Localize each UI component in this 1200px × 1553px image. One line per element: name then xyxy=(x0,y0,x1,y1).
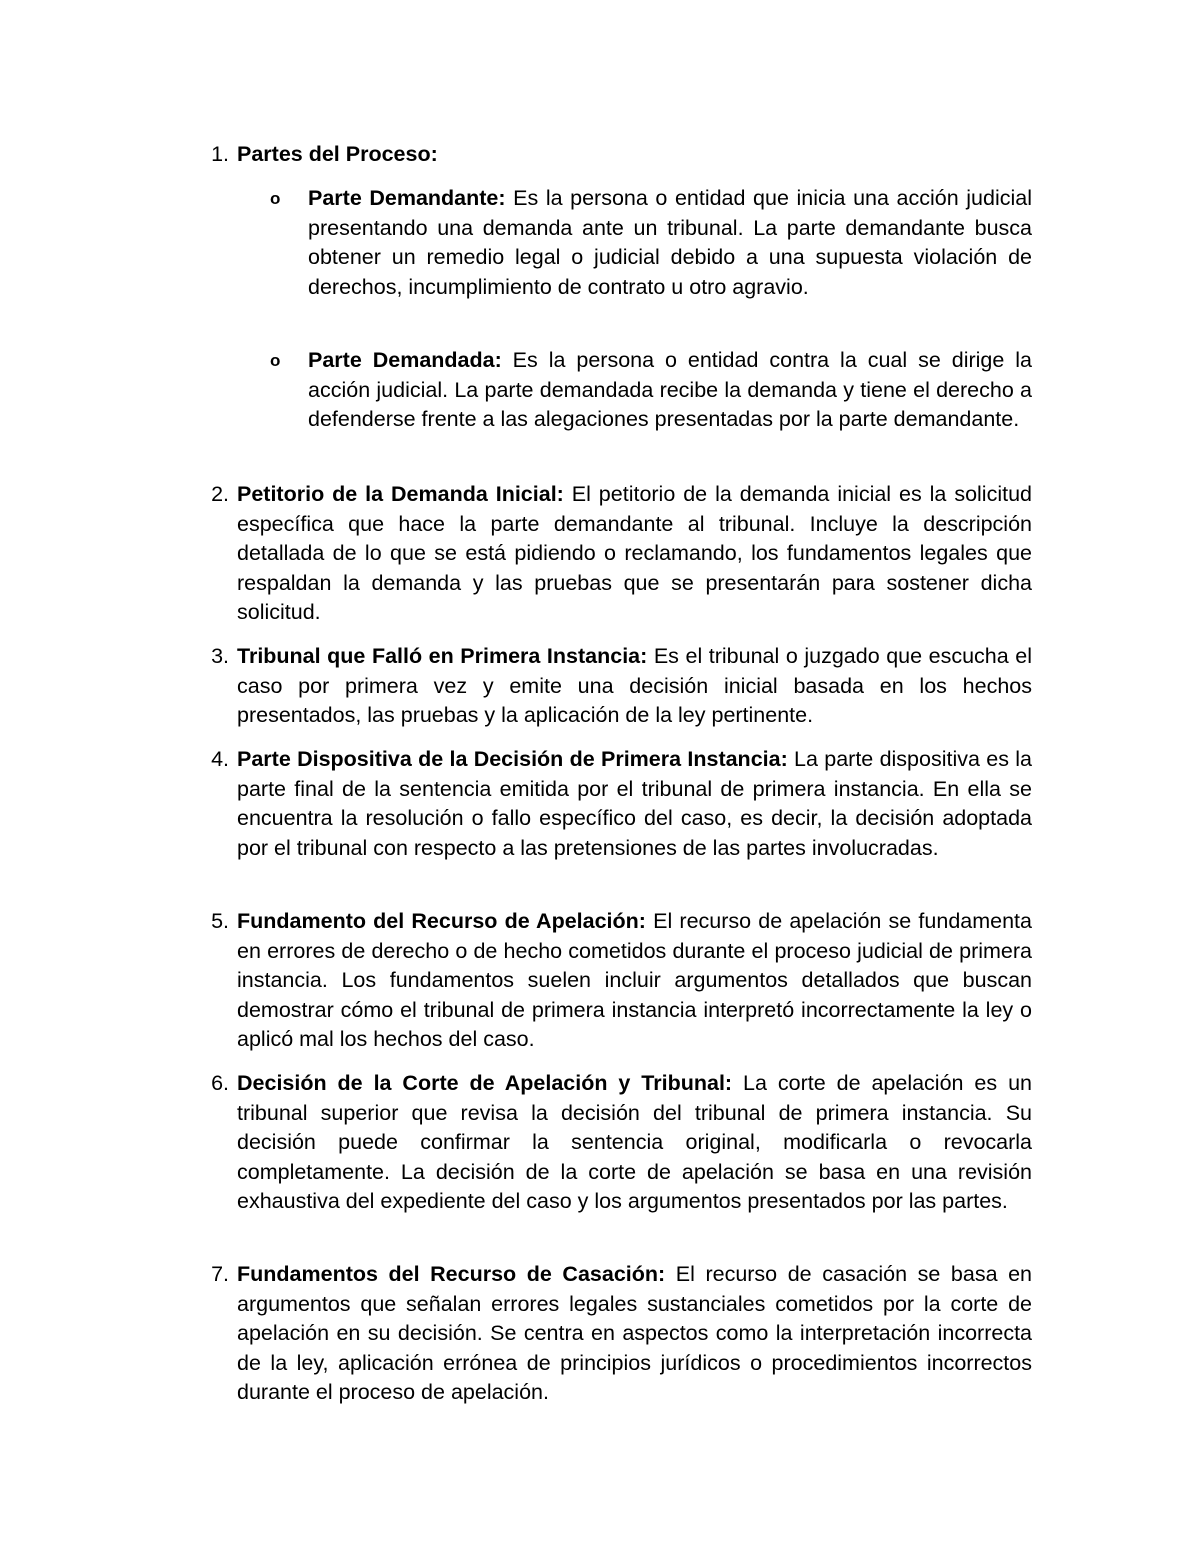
item-term: Petitorio de la Demanda Inicial: xyxy=(237,482,564,506)
item-text: El recurso de apelación se fundamenta en errores de derecho o de hecho cometidos durante el proceso judicial de primera instancia. Los fundamentos suelen incluir argumentos detallados que buscan demostrar cómo el tribunal de primera instancia interpretó incorrectamente la ley o aplicó mal los hechos del caso. xyxy=(237,909,1032,1052)
list-number: 6. xyxy=(211,1071,229,1095)
list-number: 1. xyxy=(211,142,229,166)
item-term: Fundamentos del Recurso de Casación: xyxy=(237,1262,666,1286)
subitem-text: Es la persona o entidad contra la cual se dirige la acción judicial. La parte demandada recibe la demanda y tiene el derecho a defenderse frente a las alegaciones presentadas por la parte demandante. xyxy=(308,348,1032,432)
bullet-icon: o xyxy=(270,189,281,208)
list-item-partes-del-proceso xyxy=(211,140,1032,170)
item-term: Fundamento del Recurso de Apelación: xyxy=(237,909,646,933)
list-number: 7. xyxy=(211,1262,229,1286)
item-term: Partes del Proceso: xyxy=(237,142,438,166)
item-term: Parte Dispositiva de la Decisión de Primera Instancia: xyxy=(237,747,788,771)
item-text: Es el tribunal o juzgado que escucha el caso por primera vez y emite una decisión inicial basada en los hechos presentados, las pruebas y la aplicación de la ley pertinente. xyxy=(237,644,1032,728)
subitem-term: Parte Demandante: xyxy=(308,186,506,210)
item-text: La corte de apelación es un tribunal superior que revisa la decisión del tribunal de primera instancia. Su decisión puede confirmar la sentencia original, modificarla o revocarla completamente. La decisión de la corte de apelación se basa en una revisión exhaustiva del expediente del caso y los argumentos presentados por las partes. xyxy=(237,1071,1032,1214)
item-text: La parte dispositiva es la parte final de la sentencia emitida por el tribunal de primera instancia. En ella se encuentra la resolución o fallo específico del caso, es decir, la decisión adoptada por el tribunal con respecto a las pretensiones de las partes involucradas. xyxy=(237,747,1032,860)
item-term: Decisión de la Corte de Apelación y Tribunal: xyxy=(237,1071,733,1095)
sublist-item-parte-demandada xyxy=(270,346,1032,435)
item-text: El petitorio de la demanda inicial es la solicitud específica que hace la parte demandante al tribunal. Incluye la descripción detallada de lo que se está pidiendo o reclamando, los fundamentos legales que respaldan la demanda y las pruebas que se presentarán para sostener dicha solicitud. xyxy=(237,482,1032,625)
list-number: 4. xyxy=(211,747,229,771)
item-text: El recurso de casación se basa en argumentos que señalan errores legales sustanciales cometidos por la corte de apelación en su decisión. Se centra en aspectos como la interpretación incorrecta de la ley, aplicación errónea de principios jurídicos o procedimientos incorrectos durante el proceso de apelación. xyxy=(237,1262,1033,1405)
list-item-corte-apelacion xyxy=(211,1069,1032,1217)
list-item-petitorio xyxy=(211,480,1032,628)
list-number: 3. xyxy=(211,644,229,668)
item-term: Tribunal que Falló en Primera Instancia: xyxy=(237,644,648,668)
bullet-icon: o xyxy=(270,351,281,370)
subitem-text: Es la persona o entidad que inicia una acción judicial presentando una demanda ante un tribunal. La parte demandante busca obtener un remedio legal o judicial debido a una supuesta violación de derechos, incumplimiento de contrato u otro agravio. xyxy=(308,186,1032,299)
list-number: 2. xyxy=(211,482,229,506)
list-item-parte-dispositiva xyxy=(211,745,1032,863)
list-item-tribunal-primera-instancia xyxy=(211,642,1032,731)
sublist-item-parte-demandante xyxy=(270,184,1032,302)
list-item-recurso-casacion xyxy=(211,1260,1033,1408)
list-item-recurso-apelacion xyxy=(211,907,1032,1055)
subitem-term: Parte Demandada: xyxy=(308,348,502,372)
list-number: 5. xyxy=(211,909,229,933)
